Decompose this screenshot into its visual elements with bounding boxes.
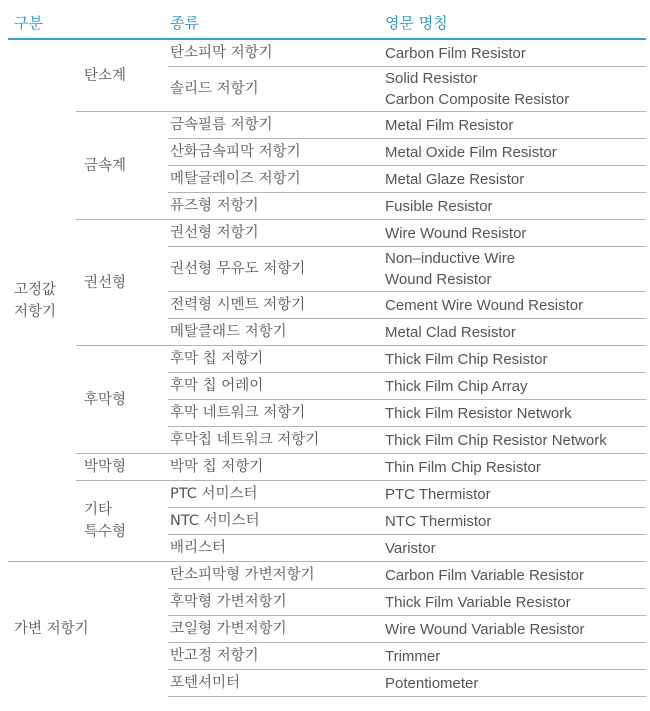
korean-name: PTC 서미스터 <box>168 481 377 508</box>
table-row <box>8 220 646 247</box>
korean-name: 포텐셔미터 <box>168 670 377 697</box>
korean-name: 후막 네트워크 저항기 <box>168 400 377 427</box>
korean-name: 권선형 무유도 저항기 <box>168 247 377 292</box>
english-name-line: Thick Film Variable Resistor <box>385 593 571 611</box>
english-name <box>377 400 646 427</box>
english-name-line: Thick Film Chip Array <box>385 377 528 395</box>
korean-name: 코일형 가변저항기 <box>168 616 377 643</box>
korean-name: 메탈글레이즈 저항기 <box>168 166 377 193</box>
english-name-line: Solid Resistor <box>385 70 478 87</box>
english-name <box>377 166 646 193</box>
table-row <box>8 562 646 589</box>
subgroup-label-line: 탄소계 <box>84 67 127 84</box>
english-name <box>377 193 646 220</box>
korean-name: 산화금속피막 저항기 <box>168 139 377 166</box>
english-name-line: Metal Clad Resistor <box>385 323 516 341</box>
english-name-line: Carbon Film Variable Resistor <box>385 566 584 584</box>
table-row <box>8 39 646 67</box>
english-name-line: Non–inductive Wire <box>385 250 516 267</box>
korean-name: 권선형 저항기 <box>168 220 377 247</box>
english-name <box>377 139 646 166</box>
english-name-line: Metal Glaze Resistor <box>385 170 525 188</box>
english-name <box>377 562 646 589</box>
english-name <box>377 535 646 562</box>
header-kind: 종류 <box>168 6 377 39</box>
group-label-line: 가변 저항기 <box>14 621 89 638</box>
english-name-line: Wire Wound Variable Resistor <box>385 620 585 638</box>
header-english-name: 영문 명칭 <box>377 6 646 39</box>
english-name-line: PTC Thermistor <box>385 485 491 503</box>
subgroup-label-line: 권선형 <box>84 274 127 291</box>
english-name <box>377 643 646 670</box>
subgroup-label-line: 박막형 <box>84 459 127 475</box>
table-row <box>8 481 646 508</box>
english-name-line: Thick Film Chip Resistor <box>385 350 548 368</box>
english-name <box>377 220 646 247</box>
subgroup-label <box>76 481 168 562</box>
korean-name: 탄소피막형 가변저항기 <box>168 562 377 589</box>
english-name <box>377 247 646 292</box>
header-spacer <box>76 6 168 39</box>
english-name-line: Thick Film Resistor Network <box>385 404 572 422</box>
subgroup-label <box>76 112 168 220</box>
resistor-classification-table <box>8 6 646 697</box>
subgroup-label-line: 특수형 <box>84 524 127 540</box>
english-name-line: Thin Film Chip Resistor <box>385 458 541 476</box>
english-name <box>377 112 646 139</box>
korean-name: 후막칩 네트워크 저항기 <box>168 427 377 454</box>
english-name-line: Cement Wire Wound Resistor <box>385 296 584 314</box>
english-name <box>377 427 646 454</box>
english-name <box>377 508 646 535</box>
subgroup-label <box>76 454 168 481</box>
group-label-line: 저항기 <box>14 303 57 320</box>
english-name-line: Metal Film Resistor <box>385 116 514 134</box>
group-label-line: 고정값 <box>14 281 57 298</box>
korean-name: 퓨즈형 저항기 <box>168 193 377 220</box>
korean-name: 후막 칩 어레이 <box>168 373 377 400</box>
korean-name: 반고정 저항기 <box>168 643 377 670</box>
korean-name: 후막 칩 저항기 <box>168 346 377 373</box>
english-name <box>377 454 646 481</box>
subgroup-label <box>76 39 168 112</box>
english-name <box>377 39 646 67</box>
table-body <box>8 39 646 697</box>
group-label <box>8 562 168 697</box>
korean-name: 탄소피막 저항기 <box>170 44 273 61</box>
group-label <box>8 39 76 562</box>
korean-name: 솔리드 저항기 <box>168 67 377 112</box>
english-name-line: NTC Thermistor <box>385 512 492 530</box>
table-row <box>8 346 646 373</box>
english-name <box>377 616 646 643</box>
english-name-line: Wire Wound Resistor <box>385 224 527 242</box>
english-name-line: Fusible Resistor <box>385 197 493 215</box>
english-name <box>377 67 646 112</box>
subgroup-label <box>76 346 168 454</box>
korean-name: 전력형 시멘트 저항기 <box>168 292 377 319</box>
english-name <box>377 670 646 697</box>
english-name <box>377 373 646 400</box>
korean-name: 메탈클래드 저항기 <box>168 319 377 346</box>
english-name-line: Potentiometer <box>385 674 479 692</box>
english-name <box>377 292 646 319</box>
english-name <box>377 319 646 346</box>
korean-name: 금속필름 저항기 <box>168 112 377 139</box>
english-name-line: Wound Resistor <box>385 271 492 288</box>
english-name <box>377 346 646 373</box>
korean-name: 후막형 가변저항기 <box>168 589 377 616</box>
english-name-line: Thick Film Chip Resistor Network <box>385 431 607 449</box>
english-name-line: Carbon Composite Resistor <box>385 91 570 108</box>
korean-name: 배리스터 <box>168 535 377 562</box>
subgroup-label-line: 금속계 <box>84 157 127 174</box>
table-row <box>8 112 646 139</box>
english-name <box>377 481 646 508</box>
header-category: 구분 <box>8 6 76 39</box>
english-name-line: Carbon Film Resistor <box>385 44 526 62</box>
subgroup-label <box>76 220 168 346</box>
subgroup-label-line: 후막형 <box>84 391 127 408</box>
english-name <box>377 589 646 616</box>
table-row <box>8 454 646 481</box>
subgroup-label-line: 기타 <box>84 502 113 518</box>
korean-name: 박막 칩 저항기 <box>168 454 377 481</box>
english-name-line: Trimmer <box>385 647 441 665</box>
english-name-line: Varistor <box>385 539 436 557</box>
korean-name: NTC 서미스터 <box>168 508 377 535</box>
table-header-row <box>8 6 646 39</box>
english-name-line: Metal Oxide Film Resistor <box>385 143 557 161</box>
